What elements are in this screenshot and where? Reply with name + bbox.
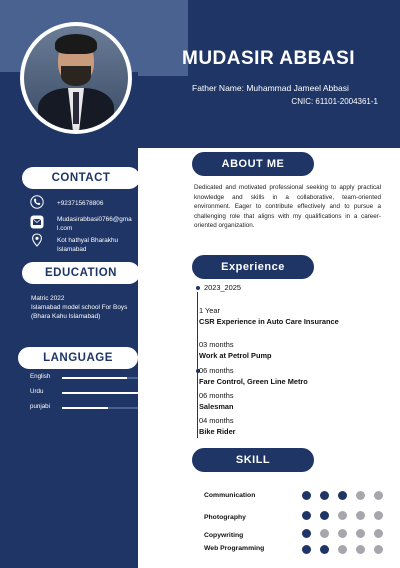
skill-dot-empty [356,511,365,520]
exp-duration: 06 months [199,366,234,375]
experience-years: 2023_2025 [204,283,241,292]
skill-rating [302,511,383,520]
exp-duration: 06 months [199,391,234,400]
language-punjabi: punjabi [30,403,140,413]
about-heading: ABOUT ME [192,152,314,176]
education-heading: EDUCATION [22,262,140,284]
exp-duration: 1 Year [199,306,220,315]
timeline-dot [196,286,200,290]
skill-dot-filled [338,491,347,500]
cnic-number: CNIC: 61101-2004361-1 [291,97,378,106]
exp-role: Salesman [199,402,234,411]
skill-dot-empty [320,529,329,538]
skill-dot-empty [374,545,383,554]
skill-dot-filled [320,491,329,500]
skill-dot-filled [302,529,311,538]
exp-role: Fare Control, Green Line Metro [199,377,308,386]
skill-label: Web Programming [204,545,265,552]
skill-dot-empty [374,491,383,500]
skill-dot-filled [320,545,329,554]
language-urdu: Urdu [30,388,140,398]
skill-dot-empty [356,529,365,538]
skill-dot-empty [356,491,365,500]
skill-dot-filled [302,545,311,554]
exp-role: CSR Experience in Auto Care Insurance [199,317,339,326]
skill-dot-empty [338,529,347,538]
skill-heading: SKILL [192,448,314,472]
about-text: Dedicated and motivated professional seeking to apply practical knowledge and skills in a collaborative, team-oriented environment. Eager to contribute effectively and to pursue a challenging role that aligns with my qualifications in a career-oriented organization. [194,184,381,230]
email-address: Mudasirabbasi0766@gma l.com [57,216,132,232]
contact-heading: CONTACT [22,167,140,189]
skill-dot-empty [374,511,383,520]
skill-dot-empty [338,511,347,520]
location-icon [30,233,44,247]
skill-dot-empty [338,545,347,554]
skill-rating [302,545,383,554]
skill-rating [302,491,383,500]
skill-dot-empty [374,529,383,538]
skill-dot-filled [320,511,329,520]
exp-duration: 03 months [199,340,234,349]
exp-duration: 04 months [199,416,234,425]
skill-label: Photography [204,514,246,521]
profile-photo [20,22,132,134]
father-name: Father Name: Muhammad Jameel Abbasi [192,83,349,93]
skill-label: Copywriting [204,532,244,539]
exp-role: Work at Petrol Pump [199,351,272,360]
skill-rating [302,529,383,538]
mail-icon [30,215,44,229]
experience-heading: Experience [192,255,314,279]
skill-dot-empty [356,545,365,554]
language-heading: LANGUAGE [18,347,138,369]
exp-role: Bike Rider [199,427,236,436]
phone-icon [30,195,44,209]
person-name: MUDASIR ABBASI [182,48,356,69]
language-english: English [30,373,140,383]
skill-dot-filled [302,511,311,520]
education-details: Matric 2022 Islamabad model school For Boys (Bhara Kahu Islamabad) [31,295,128,320]
timeline-line [197,292,198,438]
home-address: Kot hathyal Bharakhu Islamabad [57,237,119,253]
skill-label: Communication [204,492,256,499]
phone-number: +923715678806 [57,200,104,207]
skill-dot-filled [302,491,311,500]
